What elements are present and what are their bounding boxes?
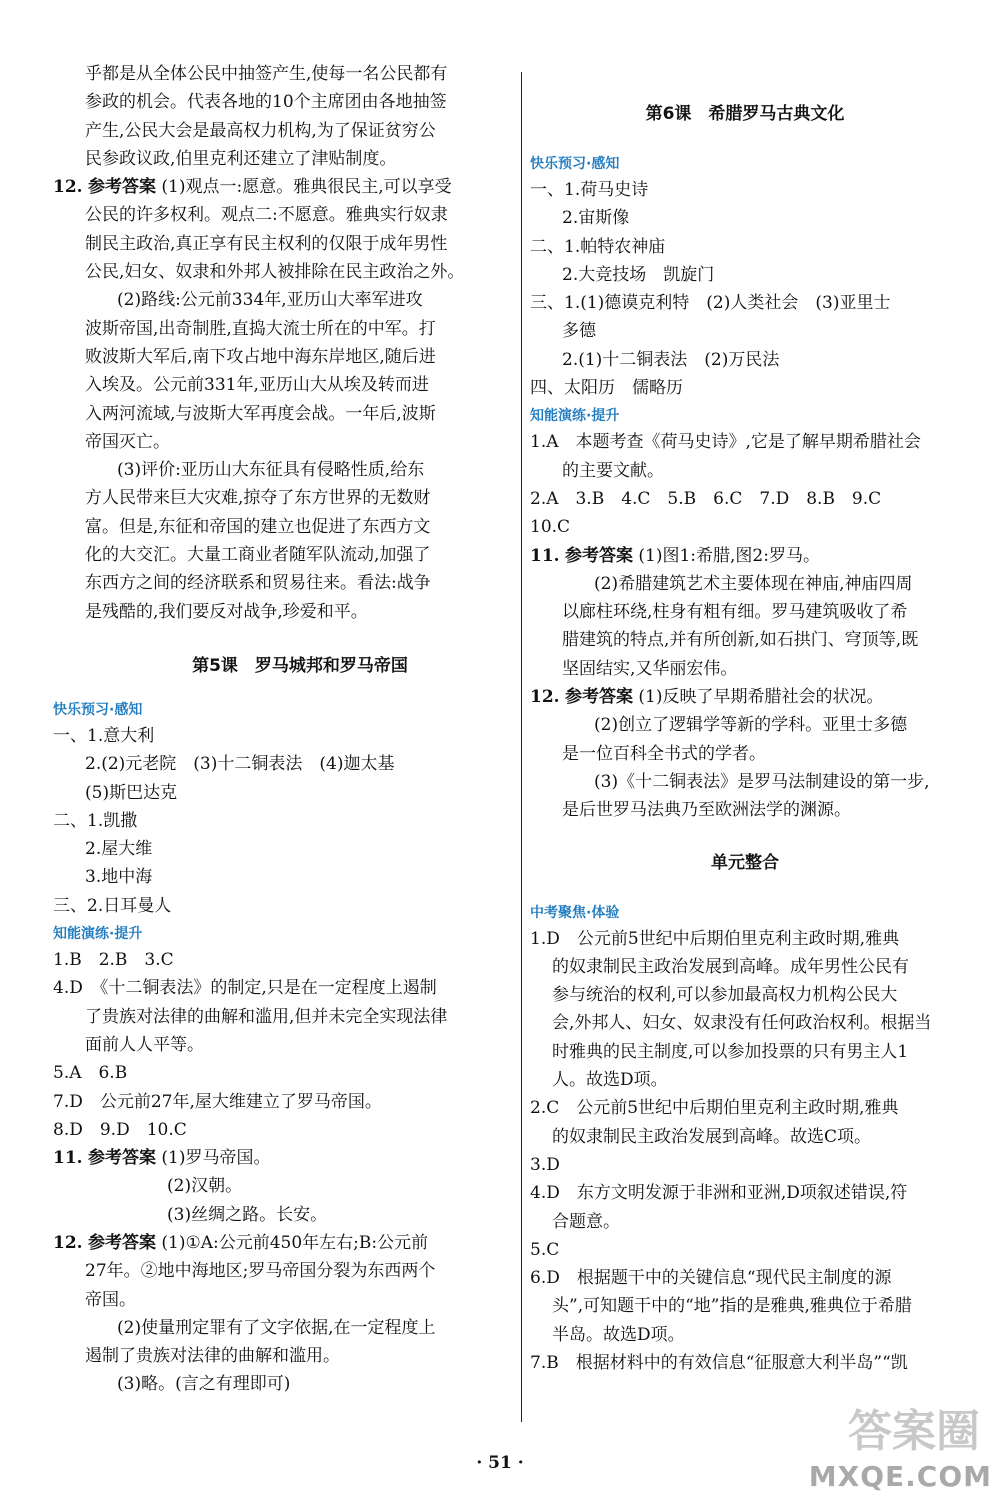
section-heading: 快乐预习·感知 [53, 701, 143, 718]
text-line: 2.(2)元老院 (3)十二铜表法 (4)迦太基 [85, 754, 395, 775]
text-line: 败波斯大军后,南下攻占地中海东岸地区,随后进 [85, 346, 436, 367]
answer-text: (1)图1:希腊,图2:罗马。 [638, 545, 820, 566]
text-line: (2)希腊建筑艺术主要体现在神庙,神庙四周 [594, 573, 913, 594]
text-line: 公民的许多权利。观点二:不愿意。雅典实行奴隶 [85, 205, 448, 226]
text-line: 2.C 公元前5世纪中后期伯里克利主政时期,雅典 [530, 1098, 899, 1119]
answer-text: (1)观点一:愿意。雅典很民主,可以享受 [161, 177, 452, 198]
text-line: 公民,妇女、奴隶和外邦人被排除在民主政治之外。 [85, 262, 465, 283]
question-number: 11. [53, 1148, 83, 1169]
answer-label: 参考答案 [87, 1148, 156, 1169]
text-line: 入埃及。公元前331年,亚历山大从埃及转而进 [85, 375, 429, 396]
text-line: 帝国。 [85, 1289, 136, 1310]
left-column [53, 60, 515, 1399]
text-line: 3.D [530, 1154, 560, 1175]
section-heading: 快乐预习·感知 [530, 156, 620, 172]
text-line: 产生,公民大会是最高权力机构,为了保证贫穷公 [85, 120, 436, 141]
text-line: 5.A 6.B [53, 1063, 128, 1084]
text-line: 1.A 本题考查《荷马史诗》,它是了解早期希腊社会 [530, 432, 921, 453]
text-line: 化的大交汇。大量工商业者随军队流动,加强了 [85, 545, 431, 566]
text-line: 参与统治的权利,可以参加最高权力机构公民大 [552, 985, 898, 1006]
answer-label: 参考答案 [87, 177, 156, 198]
text-line: 波斯帝国,出奇制胜,直捣大流士所在的中军。打 [85, 318, 436, 339]
text-line: 方人民带来巨大灾难,掠夺了东方世界的无数财 [85, 488, 431, 509]
text-line: (2)创立了逻辑学等新的学科。亚里士多德 [594, 715, 908, 736]
text-line: 人。故选D项。 [552, 1070, 668, 1091]
unit-title: 单元整合 [711, 852, 779, 873]
question-number: 12. [53, 177, 83, 198]
text-line: 2.屋大维 [85, 839, 153, 860]
section-heading: 中考聚焦·体验 [530, 904, 620, 921]
text-line: 的主要文献。 [562, 460, 664, 481]
text-line: 是一位百科全书式的学者。 [562, 743, 766, 764]
text-line: 10.C [530, 517, 571, 538]
question-number: 12. [53, 1232, 83, 1253]
answer-text: (1)①A:公元前450年左右;B:公元前 [161, 1232, 429, 1253]
text-line: 2.大竞技场 凯旋门 [562, 264, 715, 285]
text-line: 1.D 公元前5世纪中后期伯里克利主政时期,雅典 [530, 928, 900, 949]
answer-12 [53, 173, 515, 201]
text-line: 面前人人平等。 [85, 1034, 204, 1055]
answer-12b [53, 1229, 515, 1257]
text-line: 坚固结实,又华丽宏伟。 [562, 658, 738, 679]
text-line: 2.A 3.B 4.C 5.B 6.C 7.D 8.B 9.C [530, 488, 882, 509]
question-number: 11. [530, 545, 560, 566]
text-line: (3)《十二铜表法》是罗马法制建设的第一步, [594, 771, 930, 792]
text-line: 是残酷的,我们要反对战争,珍爱和平。 [85, 601, 368, 622]
answer-label: 参考答案 [87, 1232, 156, 1253]
right-column [530, 60, 960, 1377]
text-line: (2)使量刑定罪有了文字依据,在一定程度上 [117, 1317, 436, 1338]
text-line: 四、太阳历 儒略历 [530, 378, 683, 399]
text-line: 帝国灭亡。 [85, 431, 170, 452]
text-line: 4.D 东方文明发源于非洲和亚洲,D项叙述错误,符 [530, 1183, 908, 1204]
answer-label: 参考答案 [564, 545, 633, 566]
text-line: 7.D 公元前27年,屋大维建立了罗马帝国。 [53, 1091, 382, 1112]
text-line: 会,外邦人、妇女、奴隶没有任何政治权利。根据当 [552, 1013, 932, 1034]
text-line: 一、1.荷马史诗 [530, 180, 649, 200]
text-line: 东西方之间的经济联系和贸易往来。看法:战争 [85, 573, 431, 594]
text-line: 4.D 《十二铜表法》的制定,只是在一定程度上遏制 [53, 978, 437, 999]
text-line: 三、1.(1)德谟克利特 (2)人类社会 (3)亚里士 [530, 293, 891, 314]
watermark-site: MXQE.COM [808, 1460, 992, 1493]
text-line: 一、1.意大利 [53, 725, 155, 746]
text-line: 合题意。 [552, 1211, 620, 1232]
answer-text: (1)罗马帝国。 [161, 1148, 271, 1169]
text-line: 富。但是,东征和帝国的建立也促进了东西方文 [85, 516, 431, 537]
text-line: 6.D 根据题干中的关键信息“现代民主制度的源 [530, 1268, 892, 1289]
text-line: (3)略。(言之有理即可) [117, 1374, 291, 1395]
text-line: 8.D 9.D 10.C [53, 1119, 187, 1140]
text-line: 3.地中海 [85, 867, 153, 888]
lesson-title: 第5课 罗马城邦和罗马帝国 [192, 655, 408, 676]
answer-11 [53, 1144, 515, 1172]
lesson-title: 第6课 希腊罗马古典文化 [645, 104, 845, 124]
text-line: 时雅典的民主制度,可以参加投票的只有男主人1 [552, 1041, 909, 1062]
text-line: 头”,可知题干中的“地”指的是雅典,雅典位于希腊 [552, 1296, 912, 1317]
text-line: 二、1.凯撒 [53, 810, 138, 831]
text-line: 半岛。故选D项。 [552, 1324, 685, 1345]
answer-label: 参考答案 [564, 687, 633, 708]
text-line: (3)评价:亚历山大东征具有侵略性质,给东 [117, 460, 425, 481]
text-line: 入两河流域,与波斯大军再度会战。一年后,波斯 [85, 403, 436, 424]
text-line: (5)斯巴达克 [85, 782, 178, 803]
text-line: 遏制了贵族对法律的曲解和滥用。 [85, 1346, 340, 1367]
text-line: 1.B 2.B 3.C [53, 950, 174, 971]
text-line: 的奴隶制民主政治发展到高峰。成年男性公民有 [552, 956, 909, 977]
text-line: 二、1.帕特农神庙 [530, 236, 666, 257]
page-number: · 51 · [476, 1453, 524, 1473]
text-line: (2)汉朝。 [167, 1176, 243, 1197]
text-line: (3)丝绸之路。长安。 [167, 1204, 328, 1225]
text-line: 乎都是从全体公民中抽签产生,使每一名公民都有 [85, 64, 448, 84]
text-line: 2.(1)十二铜表法 (2)万民法 [562, 349, 780, 370]
answer-11 [530, 542, 960, 570]
text-line: 5.C [530, 1239, 560, 1260]
text-line: 三、2.日耳曼人 [53, 895, 172, 916]
watermark-logo: 答案圈 [848, 1406, 980, 1457]
text-line: 多德 [562, 321, 596, 342]
answer-12 [530, 683, 960, 711]
text-line: 27年。②地中海地区;罗马帝国分裂为东西两个 [85, 1261, 436, 1282]
column-divider [521, 72, 522, 1422]
section-heading: 知能演练·提升 [530, 408, 620, 425]
question-number: 12. [530, 687, 560, 708]
text-line: 腊建筑的特点,并有所创新,如石拱门、穹顶等,既 [562, 630, 919, 651]
text-line: 以廊柱环绕,柱身有粗有细。罗马建筑吸收了希 [562, 602, 908, 623]
text-line: 了贵族对法律的曲解和滥用,但并未完全实现法律 [85, 1006, 448, 1027]
text-line: 参政的机会。代表各地的10个主席团由各地抽签 [85, 92, 447, 113]
section-heading: 知能演练·提升 [53, 926, 143, 943]
answer-text: (1)反映了早期希腊社会的状况。 [638, 687, 884, 708]
text-line: 是后世罗马法典乃至欧洲法学的渊源。 [562, 800, 851, 821]
text-line: 2.宙斯像 [562, 208, 630, 229]
text-line: (2)路线:公元前334年,亚历山大率军进攻 [117, 290, 423, 311]
text-line: 民参政议政,伯里克利还建立了津贴制度。 [85, 148, 397, 169]
text-line: 的奴隶制民主政治发展到高峰。故选C项。 [552, 1126, 872, 1147]
text-line: 7.B 根据材料中的有效信息“征服意大利半岛”“凯 [530, 1352, 908, 1373]
text-line: 制民主政治,真正享有民主权利的仅限于成年男性 [85, 233, 448, 254]
